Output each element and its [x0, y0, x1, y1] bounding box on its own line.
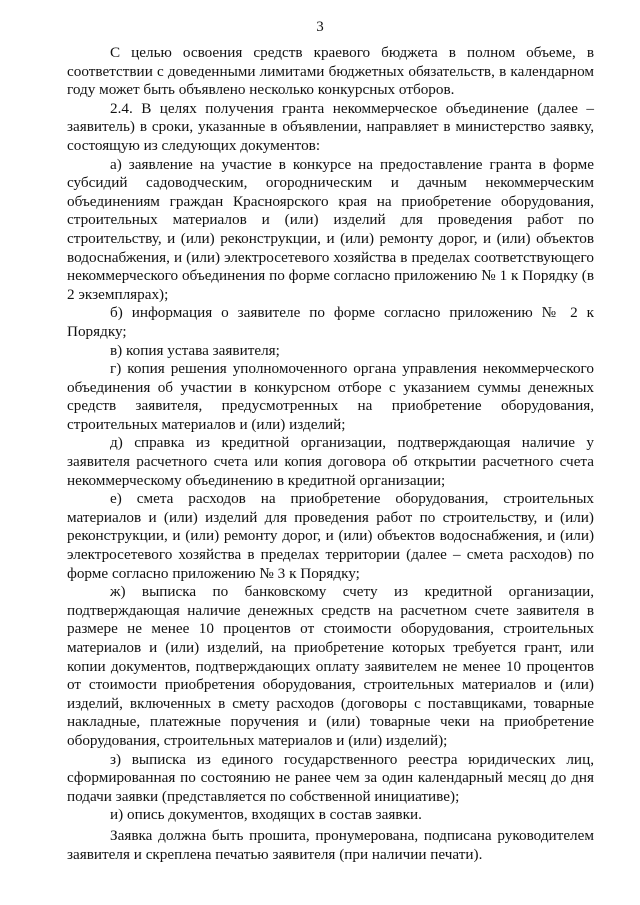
list-item-g: г) копия решения уполномоченного органа управления некоммерческого объединения об участии в конкурсном отборе с указанием суммы денежных средств заявителя, предусмотренных на приобретение оборудования, строительных материалов и (или) изделий; [67, 360, 594, 433]
paragraph-final: Заявка должна быть прошита, пронумерована, подписана руководителем заявителя и скреплена печатью заявителя (при наличии печати). [67, 826, 594, 863]
list-item-d: д) справка из кредитной организации, подтверждающая наличие у заявителя расчетного счета или копия договора об открытии расчетного счета некоммерческому объединению в кредитной организации; [67, 434, 594, 489]
list-item-b: б) информация о заявителе по форме согласно приложению № 2 к Порядку; [67, 304, 594, 340]
document-body [67, 44, 594, 864]
list-item-z: з) выписка из единого государственного реестра юридических лиц, сформированная по состоянию не ранее чем за один календарный месяц до дня подачи заявки (представляется по собственной инициативе); [67, 750, 594, 805]
list-item-a: а) заявление на участие в конкурсе на предоставление гранта в форме субсидий садоводческим, огородническим и дачным некоммерческим объединениям граждан Красноярского края на приобретение оборудования, строительных материалов и (или) изделий для проведения работ по строительству, и (или) реконструкции, и (или) ремонту дорог, и (или) объектов водоснабжения, и (или) электросетевого хозяйства в пределах соответствующего некоммерческого объединения по форме согласно приложению № 1 к Порядку (в 2 экземплярах); [67, 155, 594, 303]
list-item-i: и) опись документов, входящих в состав заявки. [110, 806, 422, 824]
paragraph-2-4: 2.4. В целях получения гранта некоммерческое объединение (далее – заявитель) в сроки, указанные в объявлении, направляет в министерство заявку, состоящую из следующих документов: [67, 99, 594, 154]
page-number: 3 [316, 19, 324, 35]
list-item-zh: ж) выписка по банковскому счету из кредитной организации, подтверждающая наличие денежных средств на расчетном счете заявителя в размере не менее 10 процентов от стоимости оборудования, строительных материалов и (или) изделий, на приобретение которых требуется грант, или копии документов, подтверждающих оплату заявителем не менее 10 процентов от стоимости приобретения оборудования, строительных материалов и (или) изделий, включенных в смету расходов (договоры с поставщиками, товарные накладные, платежные поручения и (или) товарные чеки на приобретение оборудования, строительных материалов и (или) изделий); [67, 583, 594, 749]
paragraph-budget: С целью освоения средств краевого бюджета в полном объеме, в соответствии с доведенными лимитами бюджетных обязательств, в календарном году может быть объявлено несколько конкурсных отборов. [67, 44, 594, 99]
list-item-v: в) копия устава заявителя; [110, 341, 280, 359]
list-item-e: е) смета расходов на приобретение оборудования, строительных материалов и (или) изделий для проведения работ по строительству, и (или) реконструкции, и (или) ремонту дорог, и (или) объектов водоснабжения, и (или) электросетевого хозяйства в пределах территории (далее – смета расходов) по форме согласно приложению № 3 к Порядку; [67, 490, 594, 582]
